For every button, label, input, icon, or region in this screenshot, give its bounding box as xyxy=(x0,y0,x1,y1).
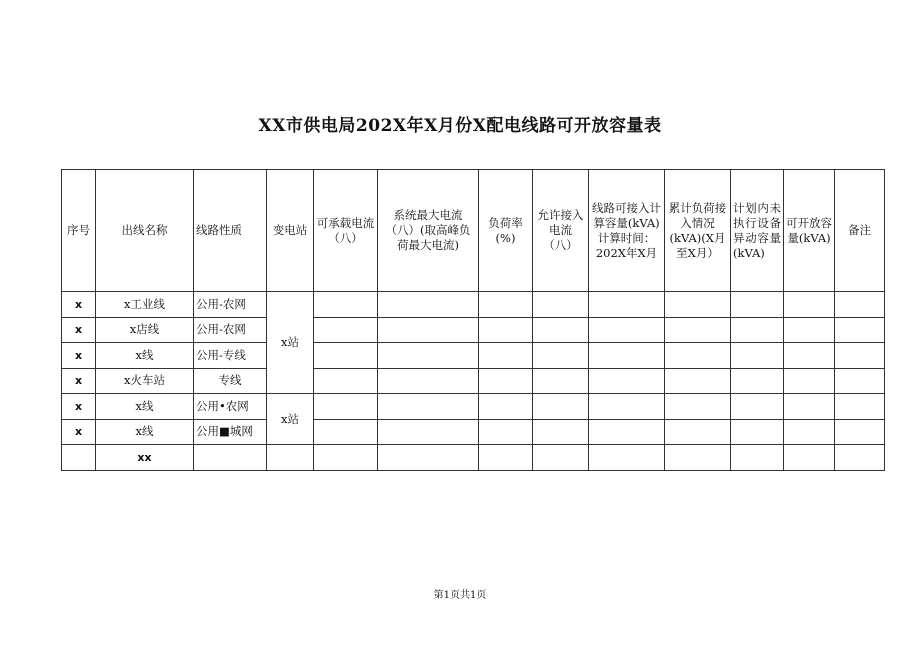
cell-line-name: x火车站 xyxy=(96,368,194,394)
cell-empty xyxy=(378,343,479,369)
cell-empty xyxy=(835,292,885,318)
cell-seq: x xyxy=(62,292,96,318)
cell-empty xyxy=(784,343,835,369)
header-cum-load: 累计负荷接入情况(kVA)(X月至X月） xyxy=(665,170,731,292)
cell-empty xyxy=(665,317,731,343)
cell-empty xyxy=(665,394,731,420)
cell-empty xyxy=(314,317,378,343)
cell-empty xyxy=(314,368,378,394)
cell-line-nature xyxy=(194,445,267,471)
cell-empty xyxy=(533,368,589,394)
cell-empty xyxy=(267,445,314,471)
cell-empty xyxy=(784,419,835,445)
cell-line-name: x店线 xyxy=(96,317,194,343)
header-line-name: 出线名称 xyxy=(96,170,194,292)
cell-empty xyxy=(835,419,885,445)
cell-empty xyxy=(314,343,378,369)
header-access-capacity: 线路可接入计算容量(kVA)计算时间：202X年X月 xyxy=(589,170,665,292)
cell-empty xyxy=(378,419,479,445)
cell-empty xyxy=(589,343,665,369)
header-remark: 备注 xyxy=(835,170,885,292)
cell-line-nature: 公用•农网 xyxy=(194,394,267,420)
cell-line-nature: 公用■城网 xyxy=(194,419,267,445)
cell-empty xyxy=(533,317,589,343)
table-row xyxy=(62,445,885,471)
cell-empty xyxy=(314,445,378,471)
cell-substation: x站 xyxy=(267,394,314,445)
cell-empty xyxy=(479,368,533,394)
cell-empty xyxy=(835,317,885,343)
cell-line-name: xx xyxy=(96,445,194,471)
header-allow-current: 允许接入电流（八） xyxy=(533,170,589,292)
table-row xyxy=(62,343,885,369)
cell-empty xyxy=(378,368,479,394)
cell-empty xyxy=(784,394,835,420)
cell-empty xyxy=(589,317,665,343)
table-row xyxy=(62,368,885,394)
cell-empty xyxy=(731,343,784,369)
table-row xyxy=(62,419,885,445)
capacity-table xyxy=(61,169,885,471)
header-row xyxy=(62,170,885,292)
cell-empty xyxy=(784,445,835,471)
cell-empty xyxy=(835,368,885,394)
cell-empty xyxy=(784,317,835,343)
cell-empty xyxy=(731,419,784,445)
header-max-current: 系统最大电流（八）(取高峰负荷最大电流) xyxy=(378,170,479,292)
cell-empty xyxy=(314,419,378,445)
cell-empty xyxy=(665,368,731,394)
header-substation: 变电站 xyxy=(267,170,314,292)
header-line-nature: 线路性质 xyxy=(194,170,267,292)
cell-line-nature: 公用-专线 xyxy=(194,343,267,369)
cell-empty xyxy=(479,292,533,318)
header-open-capacity: 可开放容量(kVA) xyxy=(784,170,835,292)
cell-line-name: x线 xyxy=(96,419,194,445)
cell-empty xyxy=(835,394,885,420)
cell-empty xyxy=(479,419,533,445)
cell-seq: x xyxy=(62,394,96,420)
cell-empty xyxy=(731,292,784,318)
cell-line-name: x工业线 xyxy=(96,292,194,318)
table-row xyxy=(62,394,885,420)
cell-empty xyxy=(314,394,378,420)
cell-empty xyxy=(589,292,665,318)
cell-empty xyxy=(589,419,665,445)
cell-seq: x xyxy=(62,317,96,343)
cell-empty xyxy=(533,292,589,318)
cell-empty xyxy=(479,317,533,343)
cell-empty xyxy=(378,292,479,318)
cell-empty xyxy=(665,445,731,471)
cell-empty xyxy=(731,368,784,394)
cell-empty xyxy=(731,394,784,420)
cell-line-name: x线 xyxy=(96,394,194,420)
cell-line-nature: 专线 xyxy=(194,368,267,394)
cell-empty xyxy=(533,419,589,445)
header-load-rate: 负荷率(%) xyxy=(479,170,533,292)
table-row xyxy=(62,292,885,318)
header-seq: 序号 xyxy=(62,170,96,292)
cell-empty xyxy=(533,343,589,369)
cell-empty xyxy=(589,368,665,394)
cell-line-nature: 公用-农网 xyxy=(194,292,267,318)
cell-empty xyxy=(533,394,589,420)
cell-line-name: x线 xyxy=(96,343,194,369)
cell-empty xyxy=(314,292,378,318)
page-footer: 第1页共1页 xyxy=(433,590,487,601)
cell-empty xyxy=(589,445,665,471)
cell-seq: x xyxy=(62,419,96,445)
cell-empty xyxy=(784,292,835,318)
cell-empty xyxy=(665,419,731,445)
cell-empty xyxy=(378,394,479,420)
table-row xyxy=(62,317,885,343)
cell-empty xyxy=(665,343,731,369)
header-planned-change: 计划内未执行设备异动容量(kVA) xyxy=(731,170,784,292)
cell-empty xyxy=(479,445,533,471)
cell-substation: x站 xyxy=(267,292,314,394)
cell-empty xyxy=(835,445,885,471)
cell-empty xyxy=(835,343,885,369)
cell-empty xyxy=(378,317,479,343)
cell-seq: x xyxy=(62,368,96,394)
cell-empty xyxy=(731,445,784,471)
header-load-current: 可承载电流（八） xyxy=(314,170,378,292)
cell-seq: x xyxy=(62,343,96,369)
cell-empty xyxy=(589,394,665,420)
cell-empty xyxy=(533,445,589,471)
cell-empty xyxy=(479,343,533,369)
cell-empty xyxy=(479,394,533,420)
cell-empty xyxy=(784,368,835,394)
cell-empty xyxy=(378,445,479,471)
cell-line-nature: 公用-农网 xyxy=(194,317,267,343)
cell-empty xyxy=(665,292,731,318)
cell-empty xyxy=(731,317,784,343)
cell-seq xyxy=(62,445,96,471)
page-title: XX市供电局202X年X月份X配电线路可开放容量表 xyxy=(258,116,662,136)
